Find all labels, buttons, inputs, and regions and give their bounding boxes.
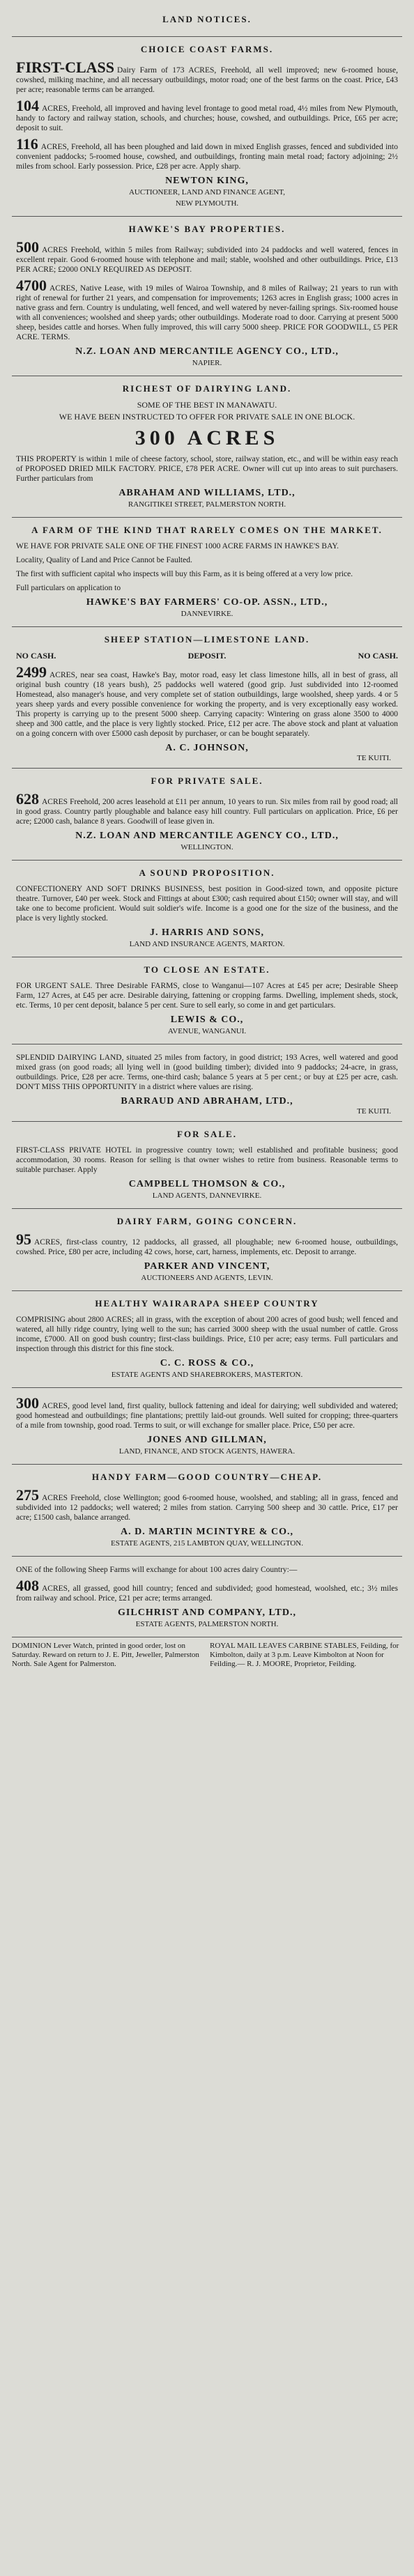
agent-subtitle: LAND, FINANCE, AND STOCK AGENTS, HAWERA. xyxy=(118,1447,296,1456)
agent-subtitle: ESTATE AGENTS, 215 LAMBTON QUAY, WELLINGTON. xyxy=(111,1539,303,1548)
wairarapa-section xyxy=(12,1290,402,1387)
advert-text: Dairy Farm of 173 ACRES, Freehold, all well improved; new 6-roomed house, cowshed, milking machine, and all necessary outbuildings, motor road; one of the best farms on the coast. Price, £43 per acre; reasonable terms can be arranged. xyxy=(16,66,398,94)
agent-town: TE KUITI. xyxy=(357,1107,391,1116)
advert xyxy=(16,61,398,95)
advert xyxy=(16,279,398,342)
advert-text: ACRES, good level land, first quality, bullock fattening and ideal for dairying; well subdivided and watered; good homestead and outbuildings; fine plantations; prettily laid-out grounds. Well suited for cropping; three-quarters of a mile from township, good road. Terms to suit, or will exchange for smaller place. Price, £50 per acre. xyxy=(16,1402,398,1430)
advert xyxy=(16,240,398,275)
agent-subtitle: AVENUE, WANGANUI. xyxy=(167,1027,247,1035)
agent-name: NEWTON KING, xyxy=(165,176,249,186)
advert-text: THIS PROPERTY is within 1 mile of cheese factory, school, store, railway station, etc., and will be within easy reach of PROPOSED DRIED MILK FACTORY. PRICE, £78 PER ACRE. Owner will cut up into areas to suit purchasers. Further particulars from xyxy=(16,455,398,483)
advert xyxy=(16,665,398,739)
advert-text: FIRST-CLASS PRIVATE HOTEL in progressive country town; well established and profitable business; good accommodation, 30 rooms. Reason for selling is that owner wishes to retire from business. Reasonable terms to suitable purchaser. Apply xyxy=(16,1146,398,1174)
section-subtitle: WE HAVE BEEN INSTRUCTED TO OFFER FOR PRIVATE SALE IN ONE BLOCK. xyxy=(59,412,355,422)
advert-lead: 300 xyxy=(16,1394,39,1412)
advert-lead: 275 xyxy=(16,1486,39,1504)
advert xyxy=(16,1488,398,1522)
hawera-section xyxy=(12,1387,402,1464)
agent-name: PARKER AND VINCENT, xyxy=(144,1261,270,1272)
advert-text: ACRES, first-class country, 12 paddocks, all grassed, all ploughable; new 6-roomed house, outbuildings, cowshed. Price, £80 per acre, including 42 cows, horse, cart, harness, implements, etc. Deposit to arrange. xyxy=(16,1238,398,1256)
footer-right-notice: ROYAL MAIL LEAVES CARBINE STABLES, Feilding, for Kimbolton, daily at 3 p.m. Leave Kimbolton at Noon for Feilding.— R. J. MOORE, Proprietor, Feilding. xyxy=(210,1642,399,1668)
manawatu-section xyxy=(12,376,402,517)
handy-farm-section xyxy=(12,1464,402,1556)
cash-term: DEPOSIT. xyxy=(187,651,227,661)
agent-subtitle: AUCTIONEER, LAND AND FINANCE AGENT, xyxy=(128,188,286,196)
agent-name: CAMPBELL THOMSON & CO., xyxy=(128,1179,286,1189)
advert-text: SPLENDID DAIRYING LAND, situated 25 miles from factory, in good district; 193 Acres, well watered and good mixed grass (on good roads; all lying well in (good building timber); divided into 9 paddocks; 24-acre, in grass, outbuildings. Price, £28 per acre. Terms, one-third cash; balance 5 years at 5 per cent.; or buy at £25 per acre, cash. DON'T MISS THIS OPPORTUNITY in a district where values are rising. xyxy=(16,1054,398,1091)
cash-terms-row xyxy=(16,651,398,661)
advert-text: ONE of the following Sheep Farms will exchange for about 100 acres dairy Country:— xyxy=(16,1566,298,1574)
advert-text: ACRES, Freehold, all improved and having level frontage to good metal road, 4½ miles from New Plymouth, handy to factory and railway station, schools, and churches; house, cowshed, and outbuildings. Price, £65 per acre; deposit to suit. xyxy=(16,105,398,132)
advert xyxy=(16,1396,398,1430)
advert xyxy=(16,99,398,133)
agent-name: J. HARRIS AND SONS, xyxy=(149,927,265,938)
section-title: A FARM OF THE KIND THAT RARELY COMES ON THE MARKET. xyxy=(31,525,383,535)
advert-lead: 4700 xyxy=(16,277,47,294)
private-sale-section xyxy=(12,768,402,860)
newspaper-page xyxy=(12,0,402,1669)
section-title: SHEEP STATION—LIMESTONE LAND. xyxy=(104,634,310,645)
advert xyxy=(16,792,398,826)
agent-name: LEWIS & CO., xyxy=(170,1015,244,1025)
agent-subtitle: DANNEVIRKE. xyxy=(181,610,233,618)
advert-lead: 104 xyxy=(16,97,39,114)
agent-name: C. C. ROSS & CO., xyxy=(160,1358,254,1368)
advert xyxy=(16,1233,398,1257)
advert xyxy=(16,137,398,171)
agent-town: TE KUITI. xyxy=(357,754,391,762)
advert-text: WE HAVE FOR PRIVATE SALE ONE OF THE FINEST 1000 ACRE FARMS IN HAWKE'S BAY. xyxy=(16,542,339,550)
section-title: DAIRY FARM, GOING CONCERN. xyxy=(116,1216,298,1226)
agent-town: NAPIER. xyxy=(192,359,222,367)
advert-text: ACRES Freehold, 200 acres leasehold at £11 per annum, 10 years to run. Six miles from rail by good road; all in good grass. Country partly ploughable and balance easy hill country. Full particulars on application. Price, £6 per acre; £2000 cash, balance 8 years. Goodwill of lease given in. xyxy=(16,798,398,826)
agent-name: HAWKE'S BAY FARMERS' CO-OP. ASSN., LTD., xyxy=(86,597,328,608)
section-title: TO CLOSE AN ESTATE. xyxy=(144,964,270,975)
advert-text: ACRES, Freehold, all has been ploughed and laid down in mixed English grasses, fenced and subdivided into convenient paddocks; 5-roomed house, cowshed, and outbuildings, fronting main metal road; factory adjoining; 2½ miles from school. Early possession. Price, £28 per acre. Apply sharp. xyxy=(16,143,398,171)
limestone-section xyxy=(12,626,402,768)
advert-lead: 2499 xyxy=(16,663,47,681)
section-subtitle: SOME OF THE BEST IN MANAWATU. xyxy=(137,400,277,410)
advert-lead: 628 xyxy=(16,790,39,808)
proposition-section xyxy=(12,860,402,957)
cash-term: NO CASH. xyxy=(358,651,398,661)
advert-lead: 408 xyxy=(16,1577,39,1594)
advert-text: Full particulars on application to xyxy=(16,584,121,592)
advert-text: ACRES, Native Lease, with 19 miles of Wairoa Township, and 8 miles of Railway; 21 years to run with right of renewal for further 21 years, and compensation for improvements; 1263 acres in English grass; 1000 acres in native grass and fern. Country is undulating, well fenced, and well watered by never-failing springs. Six-roomed house with all conveniences; woolshed and sheep yards; other outbuildings. Moderate road to door. Carrying at present 5000 sheep, besides cattle and horses. When fully improved, this will carry 5000 sheep. PRICE FOR GOODWILL, £5 PER ACRE. TERMS. xyxy=(16,284,398,341)
advert-lead: 95 xyxy=(16,1231,31,1248)
advert-text: ACRES Freehold, close Wellington; good 6-roomed house, woolshed, and stabling; all in grass, fenced and subdivided into 12 paddocks; well watered; 2 miles from station. Carrying 500 sheep and 30 cattle. Price, £17 per acre; £1500 cash, balance arranged. xyxy=(16,1494,398,1522)
agent-subtitle: RANGITIKEI STREET, PALMERSTON NORTH. xyxy=(128,500,286,509)
advert-text: Locality, Quality of Land and Price Cannot be Faulted. xyxy=(16,556,192,564)
advert-lead: 500 xyxy=(16,238,39,256)
agent-name: GILCHRIST AND COMPANY, LTD., xyxy=(118,1607,296,1618)
section-title: FOR PRIVATE SALE. xyxy=(151,776,263,786)
advert-lead: FIRST-CLASS xyxy=(16,59,115,76)
agent-name: ABRAHAM AND WILLIAMS, LTD., xyxy=(118,488,296,498)
advert-text: ACRES, near sea coast, Hawke's Bay, motor road, easy let class limestone hills, all in best of grass, all original bush country (18 years bush), 25 paddocks well watered (good grip. Just subdivided into 12-roomed Homestead, also manager's house, and very complete set of station outbuildings, large woolshed, sheep yards. 4 or 5 years sheep yards and every possible convenience for working the property, and is very exceptionally easy worked. This property is carrying up to the present 5000 sheep. Carrying capacity: Wintering on grass alone 3500 to 4000 sheep and 300 cattle, and the place is very lightly stocked. Price, £12 per acre. The above stock and plant at valuation on a going concern with over £5000 cash deposit by purchaser, or can be bought separately. xyxy=(16,671,398,738)
advert-text: The first with sufficient capital who inspects will buy this Farm, as it is being offered at a very low price. xyxy=(16,570,353,578)
land-notices-header xyxy=(12,7,402,36)
advert xyxy=(16,1579,398,1603)
agent-subtitle: LAND AGENTS, DANNEVIRKE. xyxy=(152,1191,262,1200)
advert-text: ACRES Freehold, within 5 miles from Railway; subdivided into 24 paddocks and well watered, fences in excellent repair. Good 6-roomed house with telephone and mail; stable, woolshed and other outbuildings. Price, £13 PER ACRE; £2000 ONLY REQUIRED AS DEPOSIT. xyxy=(16,246,398,274)
agent-name: A. C. JOHNSON, xyxy=(165,743,249,753)
section-title: HANDY FARM—GOOD COUNTRY—CHEAP. xyxy=(91,1472,323,1482)
footer-notices xyxy=(12,1637,402,1669)
advert-lead: 116 xyxy=(16,135,38,153)
section-title: CHOICE COAST FARMS. xyxy=(140,44,274,54)
cash-term: NO CASH. xyxy=(16,651,56,661)
agent-name: N.Z. LOAN AND MERCANTILE AGENCY CO., LTD., xyxy=(75,831,339,841)
agent-name: BARRAUD AND ABRAHAM, LTD., xyxy=(121,1096,293,1106)
hawkes-farm-section xyxy=(12,517,402,626)
agent-subtitle: AUCTIONEERS AND AGENTS, LEVIN. xyxy=(141,1274,273,1282)
agent-subtitle: ESTATE AGENTS AND SHAREBROKERS, MASTERTON. xyxy=(111,1371,303,1379)
agent-town: WELLINGTON. xyxy=(181,843,233,851)
dairy-concern-section xyxy=(12,1208,402,1290)
advert-text: COMPRISING about 2800 ACRES; all in grass, with the exception of about 200 acres of good bush; well fenced and watered, all hilly ridge country, lying well to the sun; has carried 3000 sheep with the usual number of cattle. Gross income, £7000. All on good bush country; first-class buildings. Price, £10 per acre; easy terms. Full particulars and inspection through this district for this fine stock. xyxy=(16,1316,398,1353)
section-title: RICHEST OF DAIRYING LAND. xyxy=(122,383,292,394)
section-title: HEALTHY WAIRARAPA SHEEP COUNTRY xyxy=(95,1298,319,1309)
splendid-section xyxy=(12,1044,402,1121)
advert-text: ACRES, all grassed, good hill country; fenced and subdivided; good homestead, woolshed, etc.; 3½ miles from railway and school. Price, £21 per acre; terms arranged. xyxy=(16,1584,398,1603)
big-heading: 300 ACRES xyxy=(135,426,279,449)
section-title: FOR SALE. xyxy=(177,1129,237,1139)
exchange-section xyxy=(12,1556,402,1637)
choice-coast-section xyxy=(12,36,402,216)
agent-subtitle: LAND AND INSURANCE AGENTS, MARTON. xyxy=(129,940,285,948)
land-notices-title: LAND NOTICES. xyxy=(162,14,252,24)
agent-name: N.Z. LOAN AND MERCANTILE AGENCY CO., LTD., xyxy=(75,346,339,357)
footer-left-notice: DOMINION Lever Watch, printed in good order, lost on Saturday. Reward on return to J. E. Pitt, Jeweller, Palmerston North. Sale Agent for Palmerston. xyxy=(12,1642,199,1668)
agent-name: JONES AND GILLMAN, xyxy=(147,1435,267,1445)
section-title: HAWKE'S BAY PROPERTIES. xyxy=(128,224,286,234)
estate-section xyxy=(12,957,402,1044)
agent-name: A. D. MARTIN MCINTYRE & CO., xyxy=(120,1527,293,1537)
hawkes-bay-section xyxy=(12,216,402,376)
agent-town: NEW PLYMOUTH. xyxy=(175,199,239,208)
advert-text: FOR URGENT SALE. Three Desirable FARMS, close to Wanganui—107 Acres at £45 per acre; Desirable Sheep Farm, 127 Acres, at £45 per acre. Desirable dairying, fattening or cropping farms. Dwelling, implement sheds, stock, etc. Terms, 10 per cent deposit, balance 5 per cent. Sure to sell early, so come in and get particulars. xyxy=(16,982,398,1010)
section-title: A SOUND PROPOSITION. xyxy=(139,867,275,878)
agent-subtitle: ESTATE AGENTS, PALMERSTON NORTH. xyxy=(135,1620,279,1628)
hotel-section xyxy=(12,1121,402,1208)
advert-text: CONFECTIONERY AND SOFT DRINKS BUSINESS, best position in Good-sized town, and opposite picture theatre. Turnover, £40 per week. Stock and Fittings at about £300; cash required about £150; owner will stay, and will take one to become proficient. Would suit soldier's wife. Income is a good one for the size of the business, and the place is very lightly stocked. xyxy=(16,885,398,923)
